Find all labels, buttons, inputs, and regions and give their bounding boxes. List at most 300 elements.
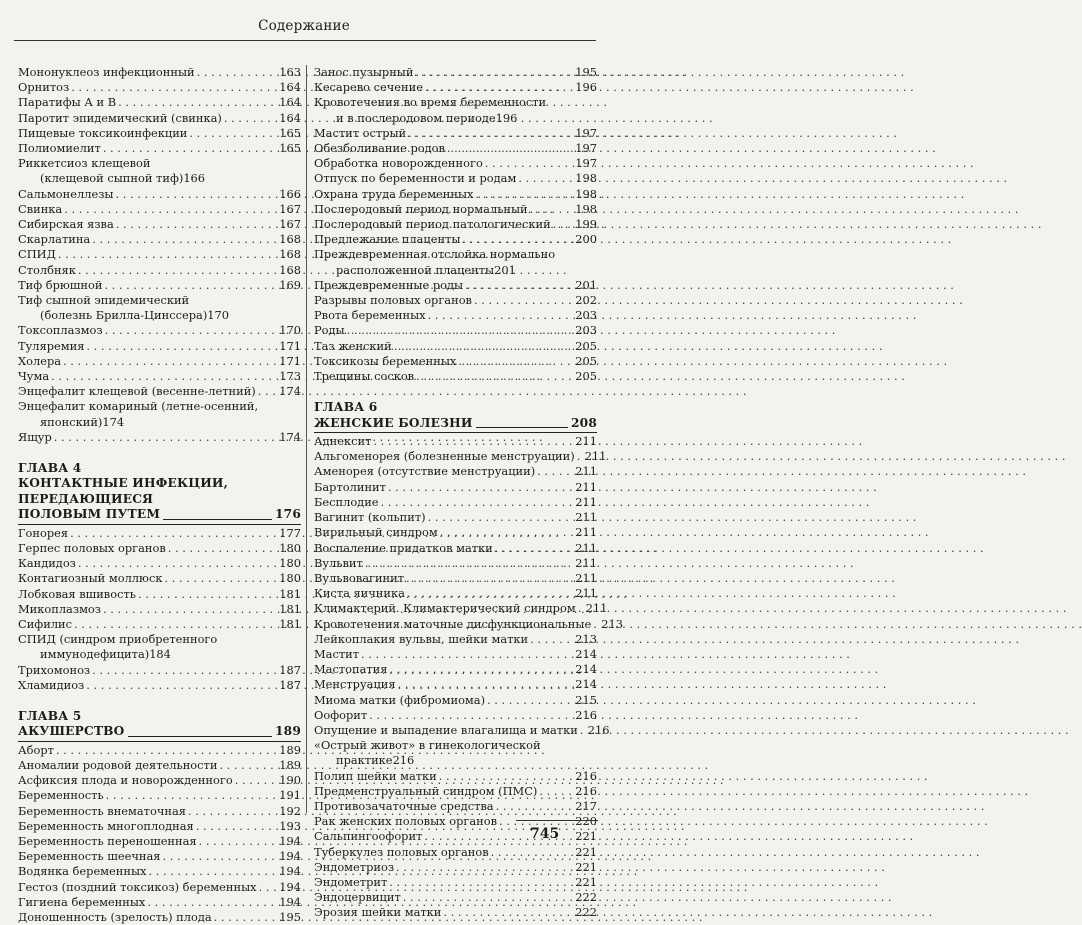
toc-entry[interactable] [314,449,607,464]
toc-entry-title: Полиомиелит [18,141,101,156]
dot-leader [406,571,573,586]
dot-leader [580,723,586,738]
toc-entry[interactable] [18,895,301,910]
chapter-title-last [18,507,301,522]
toc-entry-page: 180 [279,571,301,586]
toc-entry-page: 222 [575,890,597,905]
toc-entry-title: Послеродовый период патологический [314,217,551,232]
chapter-heading[interactable] [18,709,301,742]
toc-entry[interactable] [18,187,301,202]
toc-entry[interactable] [314,693,597,708]
dot-leader [188,804,277,819]
toc-entry[interactable] [18,663,301,678]
toc-entry[interactable] [18,602,301,617]
dot-leader [394,339,574,354]
toc-entry[interactable] [18,773,301,788]
toc-entry-page: 201 [575,277,597,292]
dot-leader [553,217,574,232]
toc-entry-page: 205 [575,353,597,368]
toc-entry[interactable] [314,95,597,125]
toc-entry-title: Эндоцервицит [314,890,401,905]
toc-entry-page: 197 [575,125,597,140]
toc-entry-title: Преждевременная отслойка нормально [314,247,556,262]
toc-entry-title: Доношенность (зрелость) плода [18,909,212,924]
dot-leader [105,323,278,338]
toc-entry[interactable] [18,541,301,556]
toc-entry[interactable] [314,556,597,571]
toc-entry-page: 216 [392,753,415,768]
toc-entry[interactable] [314,323,597,338]
toc-entry-title-cont: практике [336,753,393,768]
toc-entry-page: 194 [279,849,301,864]
toc-entry-title: Беременность [18,788,104,803]
toc-entry[interactable] [18,278,301,293]
toc-entry[interactable] [18,323,301,338]
dot-leader [116,187,278,202]
dot-leader [407,586,573,601]
toc-entry[interactable] [18,526,301,541]
toc-entry-title: Опущение и выпадение влагалища и матки [314,722,578,737]
toc-entry[interactable] [18,247,301,262]
toc-entry-page: 177 [279,525,301,540]
toc-entry[interactable] [18,678,301,693]
toc-entry[interactable] [314,890,597,905]
toc-entry[interactable] [18,384,301,399]
toc-entry[interactable] [314,647,597,662]
toc-entry[interactable] [314,278,597,293]
dot-leader [439,769,574,784]
toc-entry-page: 194 [279,894,301,909]
toc-entry-title: Охрана труда беременных [314,186,474,201]
page-header-title: Содержание [258,18,350,34]
toc-entry-page: 211 [575,494,597,509]
toc-entry-title: Беременность многоплодная [18,818,194,833]
dot-leader [118,95,277,110]
toc-entry-title: Вирильный синдром [314,525,438,540]
toc-entry-page: 216 [587,722,610,737]
toc-entry-continuation [18,308,301,323]
toc-entry-page: 198 [575,186,597,201]
toc-entry[interactable] [314,541,597,556]
chapter-page: 189 [274,724,301,739]
chapter-title: ПОЛОВЫМ ПУТЕМ [18,507,161,522]
toc-entry-page: 211 [575,586,597,601]
toc-entry-page: 166 [183,171,206,186]
toc-entry-page: 195 [279,909,301,924]
toc-entry-title: Менструация [314,677,396,692]
toc-entry[interactable] [314,662,597,677]
toc-entry-title: Сибирская язва [18,217,114,232]
dot-leader [164,571,277,586]
toc-entry[interactable] [18,263,301,278]
dot-leader [219,758,277,773]
toc-entry[interactable] [18,339,301,354]
toc-entry[interactable] [18,910,301,925]
toc-entry-page: 174 [279,429,301,444]
toc-entry-page: 203 [575,308,597,323]
dot-leader [593,617,599,632]
toc-entry[interactable] [314,464,597,479]
toc-entry-page: 171 [279,338,301,353]
toc-entry[interactable] [314,369,597,384]
dot-leader [224,111,277,126]
dot-leader [51,369,277,384]
toc-entry[interactable] [314,308,597,323]
toc-entry[interactable] [18,202,301,217]
toc-entry-page: 181 [279,616,301,631]
toc-entry-page: 194 [279,833,301,848]
toc-entry[interactable] [18,819,301,834]
toc-entry-page: 171 [279,353,301,368]
dot-leader [398,677,574,692]
toc-entry-page: 168 [279,232,301,247]
toc-entry[interactable] [314,601,608,616]
toc-entry-title: Лейкоплакия вульвы, шейки матки [314,631,529,646]
toc-entry[interactable] [314,738,597,768]
toc-entry-title: Беременность внематочная [18,803,186,818]
chapter-page: 208 [570,415,597,430]
toc-entry-page: 203 [575,323,597,338]
toc-entry-page: 198 [575,201,597,216]
toc-entry[interactable] [18,849,301,864]
toc-entry[interactable] [18,864,301,879]
toc-entry-title: Энцефалит комариный (летне-осенний, [18,399,259,414]
toc-entry[interactable] [18,788,301,803]
toc-entry[interactable] [314,677,597,692]
toc-entry[interactable] [18,156,301,186]
toc-entry-page: 164 [279,80,301,95]
toc-entry[interactable] [18,354,301,369]
toc-entry[interactable] [314,293,597,308]
toc-entry[interactable] [18,758,301,773]
dot-leader [199,834,278,849]
toc-entry-title-cont: и в послеродовом периоде [336,110,496,125]
toc-entry[interactable] [314,156,597,171]
toc-entry[interactable] [18,617,301,632]
toc-entry[interactable] [314,80,597,95]
toc-entry-title: Туляремия [18,338,85,353]
toc-entry-page: 193 [279,818,301,833]
toc-entry-title: Занос пузырный [314,65,414,79]
toc-entry-page: 199 [575,217,597,232]
toc-entry-title: Альгоменорея (болезненные менструации) [314,449,575,464]
dot-leader [235,773,278,788]
toc-entry[interactable] [18,399,301,429]
toc-entry[interactable] [314,845,597,860]
toc-entry[interactable] [18,95,301,110]
toc-entry[interactable] [18,141,301,156]
dot-leader [485,156,573,171]
chapter-title-last [314,416,597,431]
toc-entry-title: Паратифы А и В [18,95,117,110]
toc-entry-title: Роды [314,323,345,338]
toc-entry-title: Бартолинит [314,479,386,494]
dot-leader [86,339,277,354]
toc-entry[interactable] [314,141,597,156]
toc-entry[interactable] [18,587,301,602]
toc-entry-title: Столбняк [18,262,76,277]
page-number: 745 [530,826,560,842]
toc-entry[interactable] [18,556,301,571]
dot-leader [197,65,278,80]
toc-entry-title: СПИД (синдром приобретенного [18,632,218,647]
toc-entry-page: 174 [279,384,301,399]
toc-entry-page: 190 [279,773,301,788]
toc-entry[interactable] [18,232,301,247]
dot-leader [189,126,277,141]
toc-right-column [314,65,623,921]
toc-entry-page: 221 [575,844,597,859]
toc-entry-title: Вагинит (кольпит) [314,510,426,525]
toc-entry-page: 216 [575,707,597,722]
toc-entry[interactable] [314,232,597,247]
dot-leader [428,510,574,525]
toc-left-column [18,65,301,925]
dot-leader [530,632,573,647]
dot-leader [389,662,573,677]
toc-entry[interactable] [314,525,597,540]
toc-entry-page: 164 [279,95,301,110]
chapter-heading[interactable] [314,400,597,433]
toc-entry-title: Трещины сосков [314,369,415,384]
toc-entry-title: Энцефалит клещевой (весенне-летний) [18,384,256,399]
toc-entry[interactable] [314,875,597,890]
toc-entry-continuation [314,753,597,768]
toc-entry-title: Трихомоноз [18,662,91,677]
toc-entry[interactable] [18,111,301,126]
toc-entry-title: Гестоз (поздний токсикоз) беременных [18,879,257,894]
chapter-spacer [18,693,301,709]
toc-entry-title: Киста яичника [314,586,405,601]
toc-entry-page: 173 [279,369,301,384]
chapter-heading[interactable] [18,461,301,525]
toc-entry-title: Отпуск по беременности и родам [314,171,517,186]
toc-entry-page: 196 [495,110,518,125]
footer-rule [516,820,598,821]
toc-entry-page: 180 [279,540,301,555]
dot-leader [347,323,574,338]
dot-leader [428,308,574,323]
toc-entry[interactable] [18,217,301,232]
dot-leader [148,864,277,879]
toc-entry-page: 197 [575,141,597,156]
toc-entry[interactable] [314,434,597,449]
dot-leader [54,430,277,445]
toc-entry-page: 167 [279,201,301,216]
toc-entry-page: 211 [575,525,597,540]
toc-entry-title: Асфиксия плода и новорожденного [18,773,233,788]
toc-entry-page: 216 [575,783,597,798]
dot-leader [147,895,277,910]
toc-entry-continuation [18,171,301,186]
toc-entry[interactable] [314,860,597,875]
toc-entry-title: СПИД [18,247,56,262]
toc-entry-title: Паротит эпидемический (свинка) [18,110,222,125]
toc-entry-title: Климактерий. Климактерический синдром [314,601,576,616]
toc-entry-title-cont: расположенной плаценты [336,262,495,277]
toc-entry-page: 170 [207,308,230,323]
toc-entry-title: Тиф сыпной эпидемический [18,293,190,308]
toc-entry[interactable] [314,571,597,586]
dot-leader [518,171,573,186]
toc-entry-title: Лобковая вшивость [18,586,136,601]
toc-entry[interactable] [314,247,597,277]
toc-entry-page: 192 [279,803,301,818]
dot-leader [138,587,277,602]
toc-entry-title: Аборт [18,742,54,757]
dot-leader [388,480,573,495]
dot-leader [381,495,574,510]
toc-entry[interactable] [314,480,597,495]
dot-leader [403,890,573,905]
toc-entry-page: 194 [279,879,301,894]
toc-entry-title: Мастит [314,646,360,661]
toc-entry[interactable] [18,65,301,80]
toc-entry-title: Хламидиоз [18,677,85,692]
dot-leader [369,708,573,723]
toc-entry[interactable] [18,834,301,849]
dot-leader [162,849,277,864]
dot-leader [103,141,277,156]
toc-entry[interactable] [314,905,597,920]
toc-entry-page: 211 [584,449,607,464]
header-rule [14,40,596,41]
dot-leader [63,354,277,369]
toc-entry-title: Послеродовый период нормальный [314,201,528,216]
dot-leader [56,743,277,758]
toc-entry-page: 198 [575,171,597,186]
dot-leader [475,187,573,202]
toc-entry-page: 211 [575,570,597,585]
toc-entry-title: Микоплазмоз [18,601,101,616]
toc-entry[interactable] [18,126,301,141]
toc-entry-page: 220 [575,814,597,829]
dot-leader [578,601,584,616]
toc-entry-title: Водянка беременных [18,864,147,879]
dot-leader [487,693,573,708]
toc-entry[interactable] [314,354,597,369]
toc-entry-title-cont: иммунодефицита) [40,647,150,662]
toc-entry-page: 181 [279,586,301,601]
toc-entry-page: 189 [279,757,301,772]
chapter-page: 176 [274,507,301,522]
toc-entry-title: Свинка [18,201,63,216]
toc-entry-page: 189 [279,742,301,757]
toc-entry[interactable] [314,616,623,632]
toc-entry-page: 166 [279,186,301,201]
toc-entry[interactable] [314,495,597,510]
toc-entry[interactable] [18,430,301,445]
dot-leader [530,202,574,217]
toc-entry-page: 211 [585,601,608,616]
toc-entry-title: Преждевременные роды [314,277,464,292]
toc-entry-page: 200 [575,232,597,247]
toc-entry-title: «Острый живот» в гинекологической [314,738,541,753]
toc-entry[interactable] [314,217,597,232]
toc-entry[interactable] [314,171,597,186]
toc-entry-page: 168 [279,247,301,262]
toc-entry[interactable] [314,65,597,80]
toc-entry[interactable] [18,743,301,758]
toc-entry-page: 194 [279,864,301,879]
toc-entry[interactable] [314,799,597,814]
toc-entry-title: Мастопатия [314,662,388,677]
dot-leader [116,217,278,232]
toc-entry[interactable] [314,187,597,202]
toc-entry-title: Сальпингоофорит [314,829,423,844]
dot-leader [86,678,277,693]
toc-entry[interactable] [18,369,301,384]
dot-leader [389,875,573,890]
toc-entry[interactable] [18,804,301,819]
toc-entry-page: 211 [575,464,597,479]
toc-entry-title: Гигиена беременных [18,894,146,909]
toc-entry[interactable] [18,880,301,895]
toc-entry-continuation [314,111,597,126]
toc-entry-page: 167 [279,217,301,232]
toc-entry-title: Герпес половых органов [18,540,166,555]
toc-entry[interactable] [314,784,597,799]
toc-entry-title: Сальмонеллезы [18,186,114,201]
toc-entry[interactable] [314,722,610,738]
toc-entry[interactable] [314,126,597,141]
chapter-leader-rule [163,519,272,520]
toc-entry-title: Эндометриоз [314,859,395,874]
toc-entry-title: Токсикозы беременных [314,353,457,368]
toc-entry-page: 214 [575,662,597,677]
toc-entry[interactable] [18,80,301,95]
toc-entry-page: 164 [279,110,301,125]
toc-entry-title: Обработка новорожденного [314,156,483,171]
toc-entry[interactable] [314,510,597,525]
toc-entry-page: 201 [494,262,516,277]
dot-leader [78,556,277,571]
toc-entry-page: 211 [575,434,597,449]
toc-entry-page: 174 [102,414,125,429]
toc-entry-title: Риккетсиоз клещевой [18,156,151,171]
toc-entry-page: 215 [575,692,597,707]
toc-entry[interactable] [314,339,597,354]
chapter-title: ЖЕНСКИЕ БОЛЕЗНИ [314,415,473,430]
dot-leader [458,354,573,369]
dot-leader [259,880,278,895]
toc-entry[interactable] [18,293,301,323]
dot-leader [462,232,573,247]
toc-entry-page: 213 [601,616,623,631]
dot-leader [495,541,573,556]
toc-entry[interactable] [314,632,597,647]
toc-entry-title: Рвота беременных [314,308,426,323]
toc-entry-title: Орнитоз [18,80,70,95]
toc-entry-page: 205 [575,338,597,353]
toc-entry[interactable] [314,202,597,217]
toc-entry[interactable] [18,571,301,586]
dot-leader [74,617,277,632]
toc-entry[interactable] [18,632,301,662]
toc-entry[interactable] [314,586,597,601]
toc-entry-title: Туберкулез половых органов [314,844,489,859]
toc-entry-page: 202 [575,293,597,308]
toc-entry-title: Противозачаточные средства [314,798,494,813]
toc-entry-title: Кровотечения маточные дисфункциональные [314,616,592,631]
chapter-underline [18,741,301,742]
toc-entry-page: 165 [279,141,301,156]
toc-entry-title: Ящур [18,429,52,444]
toc-entry[interactable] [314,708,597,723]
dot-leader [425,80,573,95]
toc-entry[interactable] [314,769,597,784]
dot-leader [361,647,573,662]
